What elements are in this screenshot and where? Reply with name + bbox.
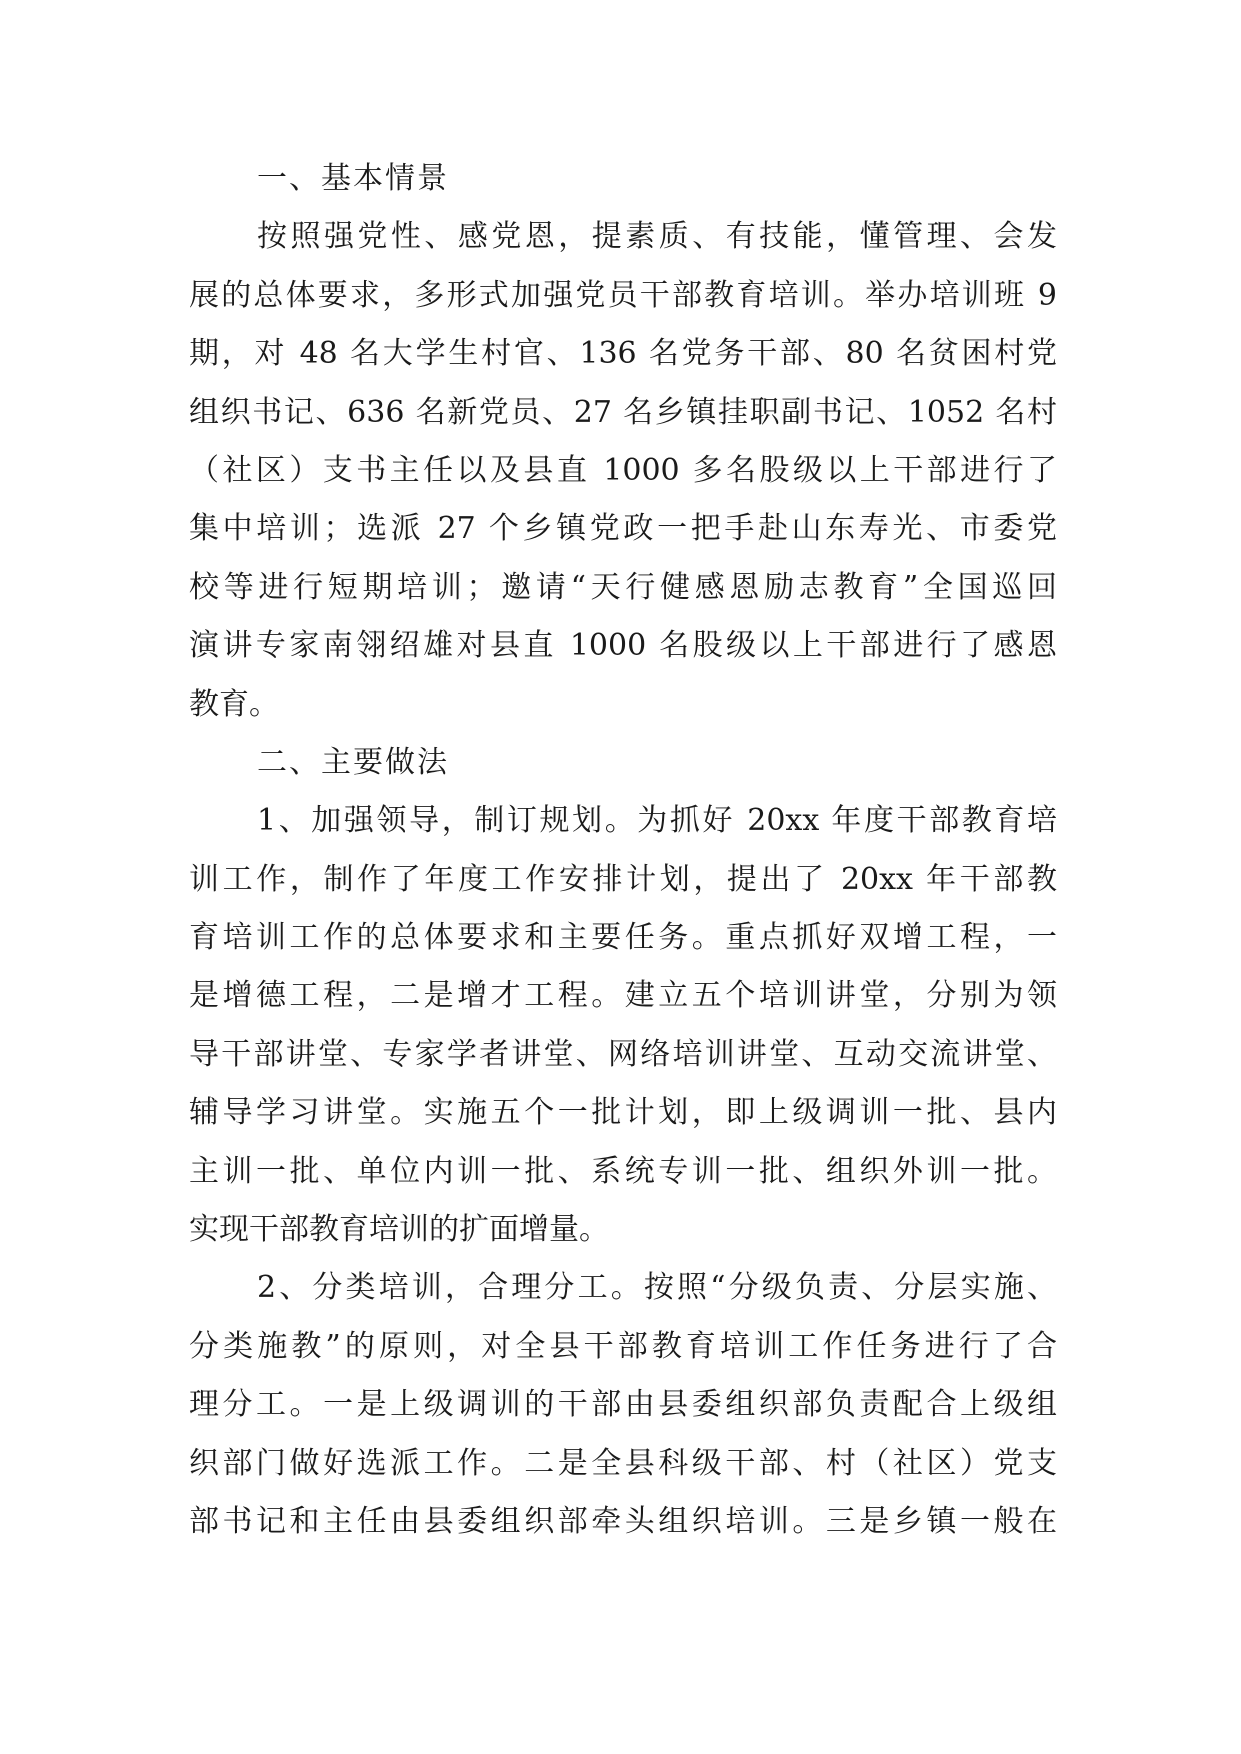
paragraph-line: 是增德工程，二是增才工程。建立五个培训讲堂，分别为领	[189, 978, 1057, 1014]
paragraph-line: 织部门做好选派工作。二是全县科级干部、村（社区）党支	[189, 1445, 1057, 1481]
paragraph-line: 主训一批、单位内训一批、系统专训一批、组织外训一批。	[189, 1153, 1057, 1189]
paragraph-line: 按照强党性、感党恩，提素质、有技能，懂管理、会发	[257, 219, 1057, 255]
paragraph-line: 导干部讲堂、专家学者讲堂、网络培训讲堂、互动交流讲堂、	[189, 1036, 1057, 1072]
paragraph-line: 实现干部教育培训的扩面增量。	[189, 1212, 609, 1248]
paragraph-line: 组织书记、636 名新党员、27 名乡镇挂职副书记、1052 名村	[189, 394, 1057, 430]
section-heading-main-practices: 二、主要做法	[257, 744, 449, 780]
paragraph-line: 部书记和主任由县委组织部牵头组织培训。三是乡镇一般在	[189, 1503, 1057, 1539]
paragraph-line: 训工作，制作了年度工作安排计划，提出了 20xx 年干部教	[189, 861, 1057, 897]
paragraph-line: 校等进行短期培训；邀请“天行健感恩励志教育”全国巡回	[189, 569, 1057, 605]
paragraph-line: 期，对 48 名大学生村官、136 名党务干部、80 名贫困村党	[189, 336, 1057, 372]
paragraph-line: 分类施教”的原则，对全县干部教育培训工作任务进行了合	[189, 1328, 1057, 1364]
paragraph-line: 1、加强领导，制订规划。为抓好 20xx 年度干部教育培	[257, 803, 1057, 839]
document-body	[189, 150, 1057, 1551]
paragraph-line: 2、分类培训，合理分工。按照“分级负责、分层实施、	[257, 1270, 1057, 1306]
section-heading-basic-situation: 一、基本情景	[257, 161, 449, 196]
paragraph-line: 辅导学习讲堂。实施五个一批计划，即上级调训一批、县内	[189, 1095, 1057, 1131]
paragraph-line: 集中培训；选派 27 个乡镇党政一把手赴山东寿光、市委党	[189, 511, 1057, 547]
paragraph-line: 教育。	[189, 686, 279, 722]
paragraph-line: 理分工。一是上级调训的干部由县委组织部负责配合上级组	[189, 1387, 1057, 1423]
paragraph-line: （社区）支书主任以及县直 1000 多名股级以上干部进行了	[189, 452, 1057, 488]
paragraph-line: 育培训工作的总体要求和主要任务。重点抓好双增工程，一	[189, 920, 1057, 956]
paragraph-line: 展的总体要求，多形式加强党员干部教育培训。举办培训班 9	[189, 277, 1057, 313]
paragraph-line: 演讲专家南翎绍雄对县直 1000 名股级以上干部进行了感恩	[189, 628, 1057, 664]
